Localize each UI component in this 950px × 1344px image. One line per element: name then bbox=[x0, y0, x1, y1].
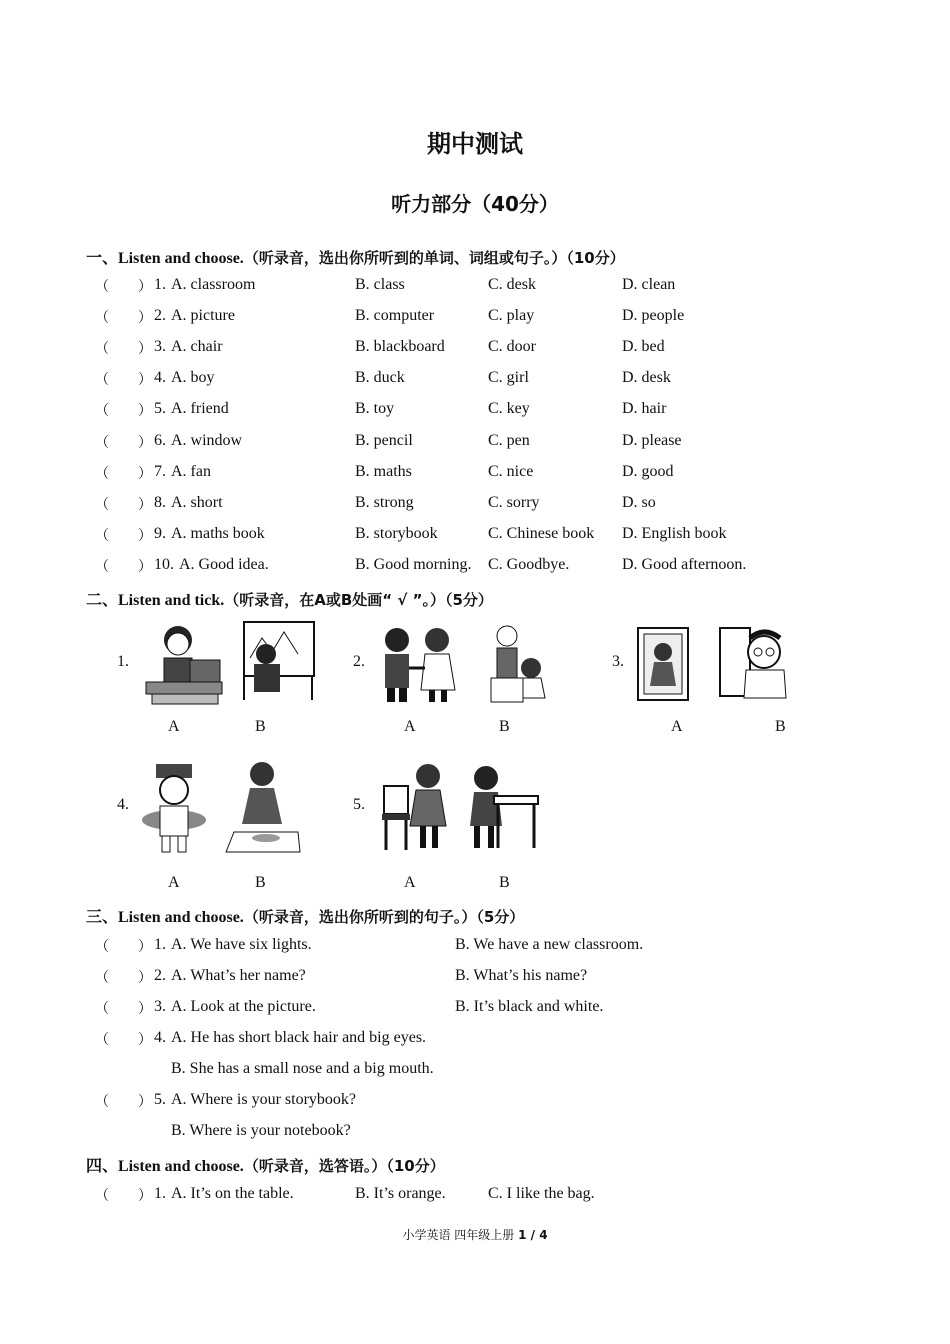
section4-heading-en: 四、Listen and choose. bbox=[86, 1158, 244, 1175]
tick-group-5-number: 5. bbox=[353, 796, 365, 813]
section1-item bbox=[0, 494, 950, 518]
question-number: 6. bbox=[154, 431, 166, 449]
child-with-desk-picture bbox=[464, 764, 540, 850]
option-c: C. girl bbox=[488, 369, 529, 387]
section3-item-answer-close: ） bbox=[138, 1094, 152, 1110]
option-d: D. please bbox=[622, 431, 682, 449]
question-number: 1. bbox=[154, 276, 166, 293]
option-a: A. Look at the picture. bbox=[171, 998, 316, 1015]
option-c: C. I like the bag. bbox=[488, 1185, 595, 1202]
section2-heading-zh: （听录音，在A或B处画“ √ ”。）（5分） bbox=[224, 591, 493, 609]
section1-item bbox=[0, 556, 950, 580]
section1-item-answer-close: ） bbox=[138, 434, 152, 451]
section3-heading bbox=[86, 904, 524, 927]
question-number: 5. bbox=[154, 400, 166, 418]
option-d: D. desk bbox=[622, 369, 671, 387]
question-number: 1. bbox=[154, 936, 166, 953]
section3-item-answer-open: （ bbox=[95, 1032, 109, 1048]
section4-item-answer-open: （ bbox=[95, 1188, 109, 1204]
option-b: B. duck bbox=[355, 369, 405, 387]
question-number: 3. bbox=[154, 338, 166, 356]
page-number: 1 / 4 bbox=[518, 1228, 548, 1242]
section3-item-answer-close: ） bbox=[138, 1001, 152, 1017]
section4-heading bbox=[86, 1153, 445, 1176]
question-number: 2. bbox=[154, 967, 166, 984]
option-a: A. classroom bbox=[171, 276, 256, 293]
option-b: B. storybook bbox=[355, 524, 438, 542]
section1-item bbox=[0, 432, 950, 456]
option-a: A. We have six lights. bbox=[171, 936, 312, 953]
option-a: A. picture bbox=[171, 307, 235, 325]
section3-item bbox=[0, 998, 950, 1022]
section1-item bbox=[0, 369, 950, 393]
option-c: C. key bbox=[488, 400, 530, 418]
question-number: 3. bbox=[154, 998, 166, 1015]
page-subtitle: 听力部分（40分） bbox=[391, 192, 559, 216]
option-b: B. What’s his name? bbox=[455, 967, 588, 984]
tick-group-4-number: 4. bbox=[117, 796, 129, 813]
section3-item-answer-open: （ bbox=[95, 1001, 109, 1017]
section3-item-answer-open: （ bbox=[95, 1094, 109, 1110]
section3-item-answer-close: ） bbox=[138, 1032, 152, 1048]
section1-item-answer-open: （ bbox=[95, 496, 109, 513]
option-a: A. He has short black hair and big eyes. bbox=[171, 1029, 427, 1046]
section3-heading-zh: （听录音，选出你所听到的句子。）（5分） bbox=[243, 908, 525, 926]
tick-group-2-option-b: B bbox=[499, 718, 510, 735]
section2-heading-en: 二、Listen and tick. bbox=[86, 592, 225, 609]
section1-item-answer-open: （ bbox=[95, 372, 109, 389]
section3-item-answer-open: （ bbox=[95, 970, 109, 986]
section1-item-answer-close: ） bbox=[138, 527, 152, 544]
tick-group-1-option-b: B bbox=[255, 718, 266, 735]
question-number: 7. bbox=[154, 462, 166, 480]
option-c: C. play bbox=[488, 307, 535, 325]
option-d: D. so bbox=[622, 493, 656, 511]
option-c: C. Goodbye. bbox=[488, 555, 570, 573]
section1-item-answer-open: （ bbox=[95, 341, 109, 358]
section1-item bbox=[0, 463, 950, 487]
option-b: B. We have a new classroom. bbox=[455, 936, 644, 953]
option-b: B. computer bbox=[355, 307, 435, 325]
tick-group-1-number: 1. bbox=[117, 653, 129, 670]
option-c: C. nice bbox=[488, 462, 534, 480]
tick-group-4-option-b: B bbox=[255, 874, 266, 891]
option-c: C. Chinese book bbox=[488, 524, 595, 542]
option-d: D. people bbox=[622, 307, 685, 325]
section1-item bbox=[0, 400, 950, 424]
page-footer bbox=[0, 1226, 950, 1243]
option-a: A. short bbox=[171, 493, 223, 511]
section1-item-answer-close: ） bbox=[138, 558, 152, 575]
section1-item-answer-close: ） bbox=[138, 403, 152, 420]
tick-group-5-option-b: B bbox=[499, 874, 510, 891]
question-number: 10. bbox=[154, 555, 174, 573]
girl-in-doorway-picture bbox=[636, 626, 690, 702]
section1-item bbox=[0, 338, 950, 362]
tick-group-1-option-a: A bbox=[168, 718, 180, 735]
tick-group-2-number: 2. bbox=[353, 653, 365, 670]
option-d: D. bed bbox=[622, 338, 665, 356]
tick-group-5-option-a: A bbox=[404, 874, 416, 891]
question-number: 2. bbox=[154, 307, 166, 325]
option-a: A. chair bbox=[171, 338, 223, 356]
section4-item-answer-close: ） bbox=[138, 1188, 152, 1204]
footer-text: 小学英语 四年级上册 bbox=[402, 1228, 515, 1242]
girl-with-chair-picture bbox=[380, 760, 450, 852]
question-number: 4. bbox=[154, 369, 166, 387]
section3-item-answer-open: （ bbox=[95, 939, 109, 955]
section1-item bbox=[0, 307, 950, 331]
section3-item-answer-close: ） bbox=[138, 939, 152, 955]
section1-item-answer-open: （ bbox=[95, 279, 109, 295]
section4-heading-zh: （听录音，选答语。）（10分） bbox=[243, 1157, 445, 1175]
section1-item-answer-close: ） bbox=[138, 341, 152, 358]
tick-group-2-option-a: A bbox=[404, 718, 416, 735]
option-b: B. maths bbox=[355, 462, 412, 480]
question-number: 9. bbox=[154, 524, 166, 542]
question-number: 8. bbox=[154, 493, 166, 511]
section1-heading bbox=[86, 245, 625, 268]
section3-item bbox=[0, 1029, 950, 1077]
section1-item-answer-close: ） bbox=[138, 279, 152, 295]
section1-item bbox=[0, 525, 950, 549]
option-a: A. boy bbox=[171, 369, 215, 387]
section1-item-answer-open: （ bbox=[95, 558, 109, 575]
tick-group-3-option-b: B bbox=[775, 718, 786, 735]
option-b: B. toy bbox=[355, 400, 395, 418]
option-a: A. Where is your storybook? bbox=[171, 1091, 356, 1108]
option-b: B. She has a small nose and a big mouth. bbox=[171, 1060, 434, 1077]
tick-group-4-option-a: A bbox=[168, 874, 180, 891]
section1-item-answer-close: ） bbox=[138, 465, 152, 482]
option-c: C. door bbox=[488, 338, 536, 356]
section3-item bbox=[0, 936, 950, 960]
section1-item-answer-open: （ bbox=[95, 465, 109, 482]
section1-item-answer-open: （ bbox=[95, 310, 109, 327]
option-c: C. sorry bbox=[488, 493, 540, 511]
section1-item-answer-close: ） bbox=[138, 496, 152, 513]
question-number: 4. bbox=[154, 1029, 166, 1046]
option-d: D. clean bbox=[622, 276, 676, 293]
section4-item bbox=[0, 1185, 950, 1209]
children-shaking-hands-picture bbox=[377, 624, 461, 704]
option-b: B. It’s orange. bbox=[355, 1185, 446, 1202]
option-a: A. maths book bbox=[171, 524, 265, 542]
section3-item bbox=[0, 967, 950, 991]
option-a: A. What’s her name? bbox=[171, 967, 306, 984]
section2-heading bbox=[86, 587, 493, 610]
question-number: 5. bbox=[154, 1091, 166, 1108]
tick-group-3-number: 3. bbox=[612, 653, 624, 670]
option-b: B. strong bbox=[355, 493, 414, 511]
section1-item-answer-open: （ bbox=[95, 434, 109, 451]
tick-group-3-option-a: A bbox=[671, 718, 683, 735]
option-d: D. good bbox=[622, 462, 674, 480]
option-b: B. blackboard bbox=[355, 338, 445, 356]
section3-item bbox=[0, 1091, 950, 1139]
option-c: C. desk bbox=[488, 276, 536, 293]
section1-heading-zh: （听录音，选出你所听到的单词、词组或句子。）（10分） bbox=[243, 249, 625, 267]
section1-item-answer-close: ） bbox=[138, 310, 152, 327]
option-a: A. It’s on the table. bbox=[171, 1185, 294, 1202]
section3-item-answer-close: ） bbox=[138, 970, 152, 986]
option-a: A. Good idea. bbox=[179, 555, 269, 573]
option-c: C. pen bbox=[488, 431, 530, 449]
option-d: D. hair bbox=[622, 400, 667, 418]
boy-at-computer-picture bbox=[138, 618, 226, 708]
option-b: B. class bbox=[355, 276, 405, 293]
option-b: B. Where is your notebook? bbox=[171, 1122, 351, 1139]
page-title: 期中测试 bbox=[427, 130, 523, 158]
section1-item-answer-open: （ bbox=[95, 403, 109, 420]
option-b: B. Good morning. bbox=[355, 555, 472, 573]
option-a: A. fan bbox=[171, 462, 211, 480]
section1-heading-en: 一、Listen and choose. bbox=[86, 250, 244, 267]
section1-item bbox=[0, 276, 950, 300]
man-with-glasses-picture bbox=[718, 626, 788, 700]
child-at-board-picture bbox=[236, 618, 318, 702]
section1-item-answer-close: ） bbox=[138, 372, 152, 389]
option-a: A. window bbox=[171, 431, 243, 449]
section3-heading-en: 三、Listen and choose. bbox=[86, 909, 244, 926]
question-number: 1. bbox=[154, 1185, 166, 1202]
girl-cleaning-floor-picture bbox=[222, 760, 302, 854]
boy-with-hat-picture bbox=[138, 760, 210, 854]
option-d: D. Good afternoon. bbox=[622, 555, 747, 573]
option-b: B. It’s black and white. bbox=[455, 998, 604, 1015]
option-d: D. English book bbox=[622, 524, 727, 542]
option-a: A. friend bbox=[171, 400, 229, 418]
option-b: B. pencil bbox=[355, 431, 413, 449]
child-at-door-picture bbox=[487, 624, 551, 706]
section1-item-answer-open: （ bbox=[95, 527, 109, 544]
